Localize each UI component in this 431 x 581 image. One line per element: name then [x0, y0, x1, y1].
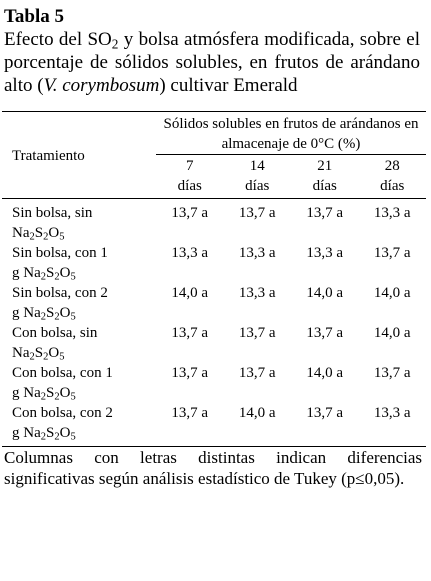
table-row: [2, 323, 426, 363]
treatment-line1: Con bolsa, con 2: [12, 405, 113, 421]
treatment-line2: g $Na_2S_2O_5$: [12, 305, 76, 323]
treatment-line2: $Na_2S_2O_5$: [12, 225, 65, 243]
value-cell: 14,0 a: [373, 285, 411, 301]
table-row: [2, 363, 426, 403]
treatment-line2: $Na_2S_2O_5$: [12, 345, 65, 363]
day-column-header: 21 días: [291, 155, 359, 199]
caption-part3: ) cultivar Emerald: [159, 75, 298, 96]
value-cell: 13,3 a: [373, 405, 411, 421]
value-cell: 13,7 a: [238, 365, 276, 381]
treatment-cell: [2, 363, 156, 403]
treatment-line1: Sin bolsa, con 1: [12, 245, 108, 261]
value-cell: 13,7 a: [171, 365, 209, 381]
value-cell: 13,7 a: [171, 405, 209, 421]
data-table: [2, 111, 426, 447]
table-row: [2, 283, 426, 323]
treatment-cell: [2, 243, 156, 283]
value-cell: 13,7 a: [238, 325, 276, 341]
value-cell: 13,7 a: [224, 199, 292, 244]
treatment-cell: [2, 323, 156, 363]
day-column-header: 14 días: [224, 155, 292, 199]
treatment-line2: g $Na_2S_2O_5$: [12, 265, 76, 283]
value-cell: 14,0 a: [373, 325, 411, 341]
table-row: [2, 403, 426, 447]
treatment-line1: Con bolsa, con 1: [12, 365, 113, 381]
value-cell: 13,3 a: [238, 285, 276, 301]
treatment-line1: Con bolsa, sin: [12, 325, 98, 341]
caption-part1: Efecto del SO: [4, 29, 112, 50]
value-cell: 14,0 a: [306, 285, 344, 301]
treatment-cell: [2, 403, 156, 447]
value-cell: 13,7 a: [373, 245, 411, 261]
value-cell: 13,3 a: [238, 245, 276, 261]
value-cell: 13,7 a: [291, 199, 359, 244]
value-cell: 14,0 a: [306, 365, 344, 381]
table-footnote: Columnas con letras distintas indican diferencias significativas según análisis estadístico de Tukey (p≤0,05).: [4, 448, 422, 488]
value-cell: 13,3 a: [171, 245, 209, 261]
treatment-line1: Sin bolsa, sin: [12, 205, 93, 221]
table-row: [2, 199, 426, 244]
value-cell: 13,7 a: [373, 365, 411, 381]
caption-part2: y bolsa atmósfera modificada, sobre el porcentaje de sólidos solubles, en frutos de arándano alto (: [4, 29, 421, 96]
caption-subscript: 2: [111, 36, 119, 52]
value-cell: 13,7 a: [306, 405, 344, 421]
value-cell: 14,0 a: [238, 405, 276, 421]
caption-species: V. corymbosum: [43, 75, 160, 96]
value-cell: 13,3 a: [359, 199, 427, 244]
table-row: [2, 243, 426, 283]
table-header-row: [2, 112, 426, 155]
value-cell: 13,7 a: [171, 325, 209, 341]
table-label: Tabla 5: [4, 6, 65, 27]
group-header: Sólidos solubles en frutos de arándanos en almacenaje de 0°C (%): [156, 112, 426, 155]
value-cell: 14,0 a: [171, 285, 209, 301]
value-cell: 13,3 a: [306, 245, 344, 261]
table-caption: [4, 28, 420, 97]
value-cell: 13,7 a: [156, 199, 224, 244]
value-cell: 13,7 a: [306, 325, 344, 341]
treatment-line2: g $Na_2S_2O_5$: [12, 425, 76, 443]
table-body: [2, 199, 426, 447]
day-column-header: 7 días: [156, 155, 224, 199]
treatment-cell: [2, 199, 156, 244]
treatment-line1: Sin bolsa, con 2: [12, 285, 108, 301]
day-column-header: 28 días: [359, 155, 427, 199]
treatment-header: Tratamiento: [2, 112, 156, 199]
treatment-cell: [2, 283, 156, 323]
treatment-line2: g $Na_2S_2O_5$: [12, 385, 76, 403]
